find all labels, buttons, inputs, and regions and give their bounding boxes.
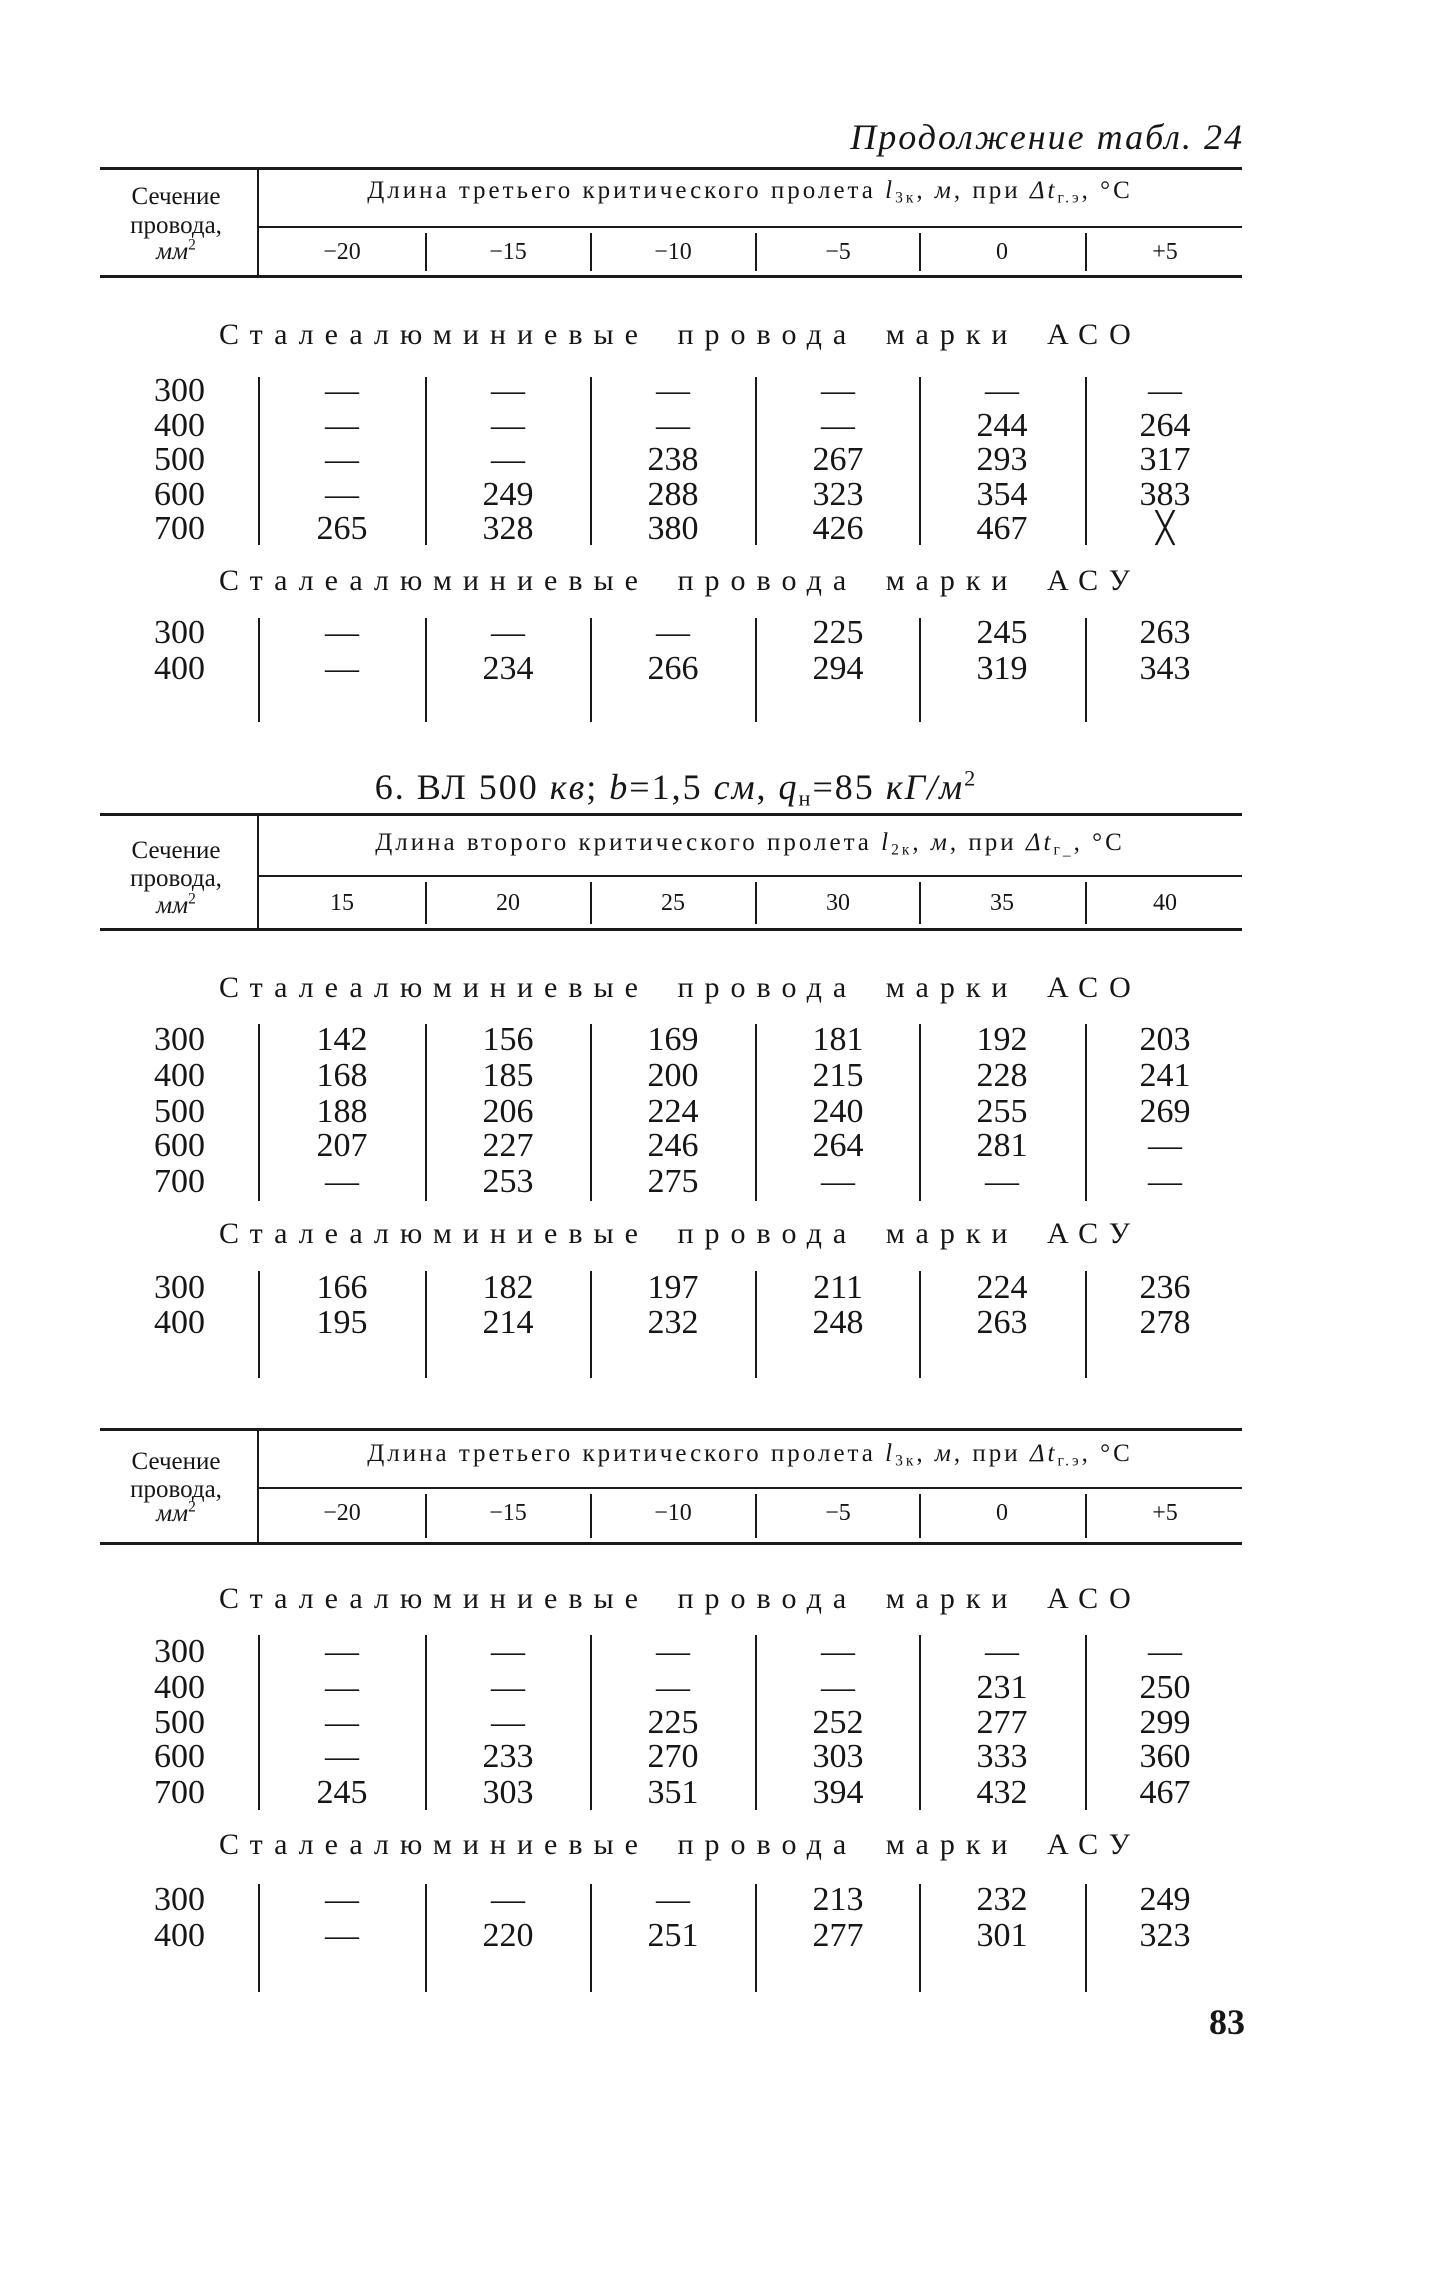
table-cell: — bbox=[325, 441, 359, 478]
row-label: 600 bbox=[154, 1127, 205, 1164]
column-header: 40 bbox=[1153, 890, 1177, 916]
column-rule bbox=[425, 1024, 427, 1201]
caption-delta: Δt bbox=[1029, 177, 1058, 204]
table-cell: — bbox=[491, 372, 525, 409]
column-rule bbox=[425, 1635, 427, 1810]
stub-header-line2: провода, bbox=[130, 212, 222, 239]
table-cell: 281 bbox=[976, 1127, 1028, 1164]
table-cell: 467 bbox=[1139, 1774, 1191, 1811]
table-cell: — bbox=[325, 1163, 359, 1200]
column-header-tick bbox=[425, 1494, 427, 1538]
table-cell: 255 bbox=[976, 1093, 1028, 1130]
table-cell: — bbox=[325, 650, 359, 687]
caption-lead: Длина второго критического пролета bbox=[375, 829, 882, 856]
stub-header-line2: провода, bbox=[130, 1476, 222, 1503]
table-cell: — bbox=[491, 1881, 525, 1918]
row-label: 700 bbox=[154, 1163, 205, 1200]
table-cell: — bbox=[325, 372, 359, 409]
table-cell: 264 bbox=[1139, 407, 1191, 444]
table-cell: 253 bbox=[482, 1163, 534, 1200]
unit-text: мм bbox=[156, 1500, 189, 1527]
caption-unit: м bbox=[930, 829, 950, 856]
table-cell: 225 bbox=[812, 614, 864, 651]
heading-segment: b bbox=[609, 767, 630, 807]
table-cell: 323 bbox=[812, 476, 864, 513]
table-caption bbox=[258, 173, 1242, 209]
table-cell: 249 bbox=[1139, 1881, 1191, 1918]
table-cell: — bbox=[325, 1917, 359, 1954]
stub-header-unit bbox=[98, 237, 254, 267]
heading-segment: н bbox=[798, 785, 813, 811]
table-cell: — bbox=[656, 1669, 690, 1706]
header-divider-rule bbox=[258, 226, 1242, 228]
stub-header-line1: Сечение bbox=[131, 1448, 221, 1475]
table-cell: 200 bbox=[647, 1057, 699, 1094]
table-cell: — bbox=[325, 1704, 359, 1741]
table-cell: — bbox=[325, 614, 359, 651]
unit-text: мм bbox=[156, 892, 189, 919]
column-header-tick bbox=[919, 233, 921, 271]
caption-separator: , bbox=[916, 177, 935, 204]
table-cell: — bbox=[1148, 372, 1182, 409]
caption-separator: , при bbox=[953, 1440, 1030, 1467]
column-rule bbox=[919, 377, 921, 545]
row-label: 300 bbox=[154, 1021, 205, 1058]
table-cell: — bbox=[1148, 1127, 1182, 1164]
column-header-tick bbox=[590, 1494, 592, 1538]
column-rule bbox=[590, 377, 592, 545]
caption-separator: , при bbox=[949, 829, 1026, 856]
caption-variable: l bbox=[885, 177, 896, 204]
table-cell: 252 bbox=[812, 1704, 864, 1741]
row-label: 600 bbox=[154, 476, 205, 513]
column-header: 20 bbox=[496, 890, 520, 916]
table-cell: — bbox=[325, 1633, 359, 1670]
table-cell: 169 bbox=[647, 1021, 699, 1058]
table-cell: 263 bbox=[976, 1304, 1028, 1341]
header-divider-rule bbox=[258, 875, 1242, 877]
stub-header-unit bbox=[98, 1499, 254, 1529]
table-cell: 227 bbox=[482, 1127, 534, 1164]
column-rule bbox=[919, 618, 921, 722]
heading-segment: кв bbox=[549, 767, 587, 807]
table-cell: 238 bbox=[647, 441, 699, 478]
table-top-rule bbox=[100, 813, 1242, 816]
column-header: +5 bbox=[1152, 239, 1178, 265]
table-cell: 156 bbox=[482, 1021, 534, 1058]
column-header-tick bbox=[755, 882, 757, 924]
table-cell: 343 bbox=[1139, 650, 1191, 687]
column-header: 25 bbox=[661, 890, 685, 916]
heading-segment: =1,5 bbox=[629, 767, 714, 807]
table-cell: 240 bbox=[812, 1093, 864, 1130]
unit-superscript: 2 bbox=[188, 1498, 196, 1516]
row-label: 600 bbox=[154, 1738, 205, 1775]
heading-segment: кГ/м bbox=[885, 767, 965, 807]
table-cell: 277 bbox=[812, 1917, 864, 1954]
column-header: +5 bbox=[1152, 1500, 1178, 1526]
column-header: 0 bbox=[996, 239, 1008, 265]
table-cell: 195 bbox=[316, 1304, 368, 1341]
table-cell: — bbox=[656, 1881, 690, 1918]
table-cell: — bbox=[821, 407, 855, 444]
table-cell: — bbox=[821, 372, 855, 409]
heading-segment: , bbox=[756, 767, 779, 807]
column-rule bbox=[425, 618, 427, 722]
column-header-tick bbox=[590, 233, 592, 271]
table-cell: 185 bbox=[482, 1057, 534, 1094]
column-rule bbox=[590, 1635, 592, 1810]
table-bottom-rule bbox=[100, 928, 1242, 931]
column-header-tick bbox=[1085, 882, 1087, 924]
table-cell: 215 bbox=[812, 1057, 864, 1094]
column-header: −10 bbox=[654, 239, 692, 265]
table-cell: — bbox=[491, 407, 525, 444]
table-cell: 354 bbox=[976, 476, 1028, 513]
stub-header-line2: провода, bbox=[130, 865, 222, 892]
group-title: Сталеалюминиевые провода марки АСО bbox=[219, 1582, 1142, 1615]
table-cell: 211 bbox=[813, 1269, 863, 1306]
table-caption bbox=[258, 1436, 1242, 1472]
row-label: 500 bbox=[154, 1704, 205, 1741]
table-cell: 269 bbox=[1139, 1093, 1191, 1130]
table-cell: 380 bbox=[647, 510, 699, 547]
column-header: −15 bbox=[489, 239, 527, 265]
column-rule bbox=[1085, 1884, 1087, 1992]
caption-variable: l bbox=[885, 1440, 896, 1467]
row-label: 500 bbox=[154, 441, 205, 478]
table-cell: 248 bbox=[812, 1304, 864, 1341]
table-caption bbox=[258, 825, 1242, 861]
column-header-tick bbox=[1085, 233, 1087, 271]
table-cell: 181 bbox=[812, 1021, 864, 1058]
caption-delta: Δt bbox=[1025, 829, 1054, 856]
table-cell: — bbox=[325, 1669, 359, 1706]
table-continuation-label: Продолжение табл. 24 bbox=[850, 117, 1244, 157]
table-cell: 270 bbox=[647, 1738, 699, 1775]
column-rule bbox=[755, 1024, 757, 1201]
table-cell: 214 bbox=[482, 1304, 534, 1341]
column-header: −5 bbox=[825, 239, 851, 265]
caption-variable-subscript: 2к bbox=[891, 841, 913, 859]
table-bottom-rule bbox=[100, 1542, 1242, 1545]
table-cell: 225 bbox=[647, 1704, 699, 1741]
table-cell: 188 bbox=[316, 1093, 368, 1130]
table-cell: — bbox=[491, 441, 525, 478]
table-cell: 266 bbox=[647, 650, 699, 687]
column-header-tick bbox=[755, 233, 757, 271]
column-header: 15 bbox=[330, 890, 354, 916]
table-cell: 426 bbox=[812, 510, 864, 547]
table-cell: 245 bbox=[976, 614, 1028, 651]
table-cell: 394 bbox=[812, 1774, 864, 1811]
table-cell: 241 bbox=[1139, 1057, 1191, 1094]
group-title: Сталеалюминиевые провода марки АСО bbox=[219, 318, 1142, 351]
caption-delta: Δt bbox=[1029, 1440, 1058, 1467]
row-label: 300 bbox=[154, 372, 205, 409]
table-cell: 192 bbox=[976, 1021, 1028, 1058]
group-title: Сталеалюминиевые провода марки АСУ bbox=[219, 1828, 1141, 1861]
column-rule bbox=[919, 1635, 921, 1810]
table-cell: — bbox=[656, 614, 690, 651]
table-cell: — bbox=[821, 1163, 855, 1200]
caption-tail: , °С bbox=[1081, 1440, 1133, 1467]
column-header: −10 bbox=[654, 1500, 692, 1526]
column-rule bbox=[1085, 1271, 1087, 1378]
table-cell: 383 bbox=[1139, 476, 1191, 513]
unit-text: мм bbox=[156, 238, 189, 265]
table-cell: 267 bbox=[812, 441, 864, 478]
table-bottom-rule bbox=[100, 275, 1242, 278]
column-rule bbox=[919, 1884, 921, 1992]
table-cell: 203 bbox=[1139, 1021, 1191, 1058]
column-rule bbox=[1085, 1024, 1087, 1201]
row-label: 700 bbox=[154, 1774, 205, 1811]
caption-unit: м bbox=[934, 1440, 954, 1467]
column-rule bbox=[425, 1884, 427, 1992]
table-cell: — bbox=[325, 1738, 359, 1775]
row-label: 300 bbox=[154, 1269, 205, 1306]
column-header: −20 bbox=[323, 1500, 361, 1526]
table-cell: 317 bbox=[1139, 441, 1191, 478]
table-cell: 323 bbox=[1139, 1917, 1191, 1954]
heading-segment: 2 bbox=[964, 765, 978, 791]
column-header: 35 bbox=[990, 890, 1014, 916]
column-rule bbox=[425, 1271, 427, 1378]
column-rule bbox=[919, 1024, 921, 1201]
column-header: −5 bbox=[825, 1500, 851, 1526]
table-cell: — bbox=[1148, 1633, 1182, 1670]
column-rule bbox=[590, 1024, 592, 1201]
unit-superscript: 2 bbox=[188, 236, 196, 254]
table-cell: 299 bbox=[1139, 1704, 1191, 1741]
table-cell: 244 bbox=[976, 407, 1028, 444]
column-rule bbox=[258, 1024, 260, 1201]
column-rule bbox=[755, 1271, 757, 1378]
column-header-tick bbox=[919, 1494, 921, 1538]
column-header-tick bbox=[590, 882, 592, 924]
column-header-tick bbox=[755, 1494, 757, 1538]
column-header-tick bbox=[919, 882, 921, 924]
table-cell: 432 bbox=[976, 1774, 1028, 1811]
heading-segment: q bbox=[778, 767, 799, 807]
table-cell: 275 bbox=[647, 1163, 699, 1200]
caption-separator: , bbox=[912, 829, 931, 856]
table-cell: 246 bbox=[647, 1127, 699, 1164]
table-cell: 206 bbox=[482, 1093, 534, 1130]
table-cell: 166 bbox=[316, 1269, 368, 1306]
table-cell: 293 bbox=[976, 441, 1028, 478]
table-cell: 351 bbox=[647, 1774, 699, 1811]
table-cell: — bbox=[491, 1633, 525, 1670]
column-header-tick bbox=[425, 882, 427, 924]
table-cell: — bbox=[1148, 1163, 1182, 1200]
column-rule bbox=[258, 1271, 260, 1378]
column-rule bbox=[425, 377, 427, 545]
table-cell: — bbox=[325, 476, 359, 513]
row-label: 400 bbox=[154, 1669, 205, 1706]
table-cell: — bbox=[985, 1163, 1019, 1200]
row-label: 400 bbox=[154, 1057, 205, 1094]
table-cell: 328 bbox=[482, 510, 534, 547]
table-cell: — bbox=[821, 1633, 855, 1670]
table-cell: 231 bbox=[976, 1669, 1028, 1706]
stub-header-line1: Сечение bbox=[131, 837, 221, 864]
row-label: 700 bbox=[154, 510, 205, 547]
row-label: 400 bbox=[154, 1304, 205, 1341]
header-divider-rule bbox=[258, 1487, 1242, 1489]
table-cell: 220 bbox=[482, 1917, 534, 1954]
row-label: 300 bbox=[154, 614, 205, 651]
table-cell: 249 bbox=[482, 476, 534, 513]
heading-segment: см bbox=[713, 767, 757, 807]
table-cell: — bbox=[656, 372, 690, 409]
caption-lead: Длина третьего критического пролета bbox=[367, 1440, 886, 1467]
table-cell: 228 bbox=[976, 1057, 1028, 1094]
row-label: 500 bbox=[154, 1093, 205, 1130]
table-top-rule bbox=[100, 167, 1242, 170]
caption-delta-subscript: г_ bbox=[1053, 841, 1074, 859]
column-header-tick bbox=[425, 233, 427, 271]
table-cell: — bbox=[985, 372, 1019, 409]
caption-variable: l bbox=[881, 829, 892, 856]
table-cell: 213 bbox=[812, 1881, 864, 1918]
table-cell: — bbox=[656, 1633, 690, 1670]
table-cell: 224 bbox=[647, 1093, 699, 1130]
table-cell: 277 bbox=[976, 1704, 1028, 1741]
table-cell: 197 bbox=[647, 1269, 699, 1306]
table-cell: 360 bbox=[1139, 1738, 1191, 1775]
table-cell: 278 bbox=[1139, 1304, 1191, 1341]
stub-header-unit bbox=[98, 891, 254, 921]
column-rule bbox=[258, 1635, 260, 1810]
column-rule bbox=[1085, 377, 1087, 545]
table-cell: 288 bbox=[647, 476, 699, 513]
column-header-tick bbox=[1085, 1494, 1087, 1538]
table-cell: 182 bbox=[482, 1269, 534, 1306]
heading-segment: =85 bbox=[812, 767, 886, 807]
section-heading bbox=[276, 765, 1076, 809]
table-cell: 232 bbox=[647, 1304, 699, 1341]
table-cell: 467 bbox=[976, 510, 1028, 547]
caption-variable-subscript: 3к bbox=[895, 189, 917, 207]
heading-segment: ; bbox=[586, 767, 610, 807]
column-rule bbox=[590, 1271, 592, 1378]
table-cell: 250 bbox=[1139, 1669, 1191, 1706]
table-cell: — bbox=[985, 1633, 1019, 1670]
column-rule bbox=[1085, 618, 1087, 722]
table-cell: — bbox=[325, 1881, 359, 1918]
table-cell: 303 bbox=[482, 1774, 534, 1811]
table-cell: 265 bbox=[316, 510, 368, 547]
caption-separator: , при bbox=[953, 177, 1030, 204]
table-cell: 319 bbox=[976, 650, 1028, 687]
column-rule bbox=[1085, 1635, 1087, 1810]
unit-superscript: 2 bbox=[188, 890, 196, 908]
table-cell: 232 bbox=[976, 1881, 1028, 1918]
column-header: −20 bbox=[323, 239, 361, 265]
column-rule bbox=[258, 377, 260, 545]
table-cell: 301 bbox=[976, 1917, 1028, 1954]
group-title: Сталеалюминиевые провода марки АСУ bbox=[219, 564, 1141, 597]
column-rule bbox=[755, 1635, 757, 1810]
page-number: 83 bbox=[1209, 2002, 1245, 2042]
column-rule bbox=[919, 1271, 921, 1378]
caption-lead: Длина третьего критического пролета bbox=[367, 177, 886, 204]
heading-segment: 6. ВЛ 500 bbox=[374, 767, 550, 807]
table-cell: — bbox=[491, 614, 525, 651]
stub-header-line1: Сечение bbox=[131, 183, 221, 210]
row-label: 300 bbox=[154, 1633, 205, 1670]
table-cell: 251 bbox=[647, 1917, 699, 1954]
column-rule bbox=[755, 1884, 757, 1992]
column-rule bbox=[258, 618, 260, 722]
caption-separator: , bbox=[916, 1440, 935, 1467]
table-cell: — bbox=[491, 1704, 525, 1741]
row-label: 300 bbox=[154, 1881, 205, 1918]
table-cell: 233 bbox=[482, 1738, 534, 1775]
group-title: Сталеалюминиевые провода марки АСО bbox=[219, 971, 1142, 1004]
column-header: −15 bbox=[489, 1500, 527, 1526]
table-cell: 236 bbox=[1139, 1269, 1191, 1306]
caption-tail: , °С bbox=[1073, 829, 1125, 856]
caption-variable-subscript: 3к bbox=[895, 1452, 917, 1470]
column-rule bbox=[590, 1884, 592, 1992]
table-cell: 224 bbox=[976, 1269, 1028, 1306]
caption-delta-subscript: г.э bbox=[1057, 1452, 1082, 1470]
table-cell: 294 bbox=[812, 650, 864, 687]
group-title: Сталеалюминиевые провода марки АСУ bbox=[219, 1217, 1141, 1250]
column-rule bbox=[590, 618, 592, 722]
table-cell: — bbox=[325, 407, 359, 444]
caption-tail: , °С bbox=[1081, 177, 1133, 204]
table-cell: 264 bbox=[812, 1127, 864, 1164]
table-cell: — bbox=[821, 1669, 855, 1706]
column-rule bbox=[755, 377, 757, 545]
caption-unit: м bbox=[934, 177, 954, 204]
table-cell: 207 bbox=[316, 1127, 368, 1164]
caption-delta-subscript: г.э bbox=[1057, 189, 1082, 207]
table-cell: 142 bbox=[316, 1021, 368, 1058]
table-cell: 234 bbox=[482, 650, 534, 687]
column-rule bbox=[755, 618, 757, 722]
table-cell: — bbox=[656, 407, 690, 444]
row-label: 400 bbox=[154, 407, 205, 444]
table-cell: — bbox=[491, 1669, 525, 1706]
table-cell: 303 bbox=[812, 1738, 864, 1775]
table-cell: ╳ bbox=[1155, 511, 1175, 546]
table-cell: 333 bbox=[976, 1738, 1028, 1775]
table-top-rule bbox=[100, 1428, 1242, 1431]
row-label: 400 bbox=[154, 650, 205, 687]
table-cell: 168 bbox=[316, 1057, 368, 1094]
column-header: 30 bbox=[826, 890, 850, 916]
column-header: 0 bbox=[996, 1500, 1008, 1526]
column-rule bbox=[258, 1884, 260, 1992]
table-cell: 263 bbox=[1139, 614, 1191, 651]
table-cell: 245 bbox=[316, 1774, 368, 1811]
row-label: 400 bbox=[154, 1917, 205, 1954]
